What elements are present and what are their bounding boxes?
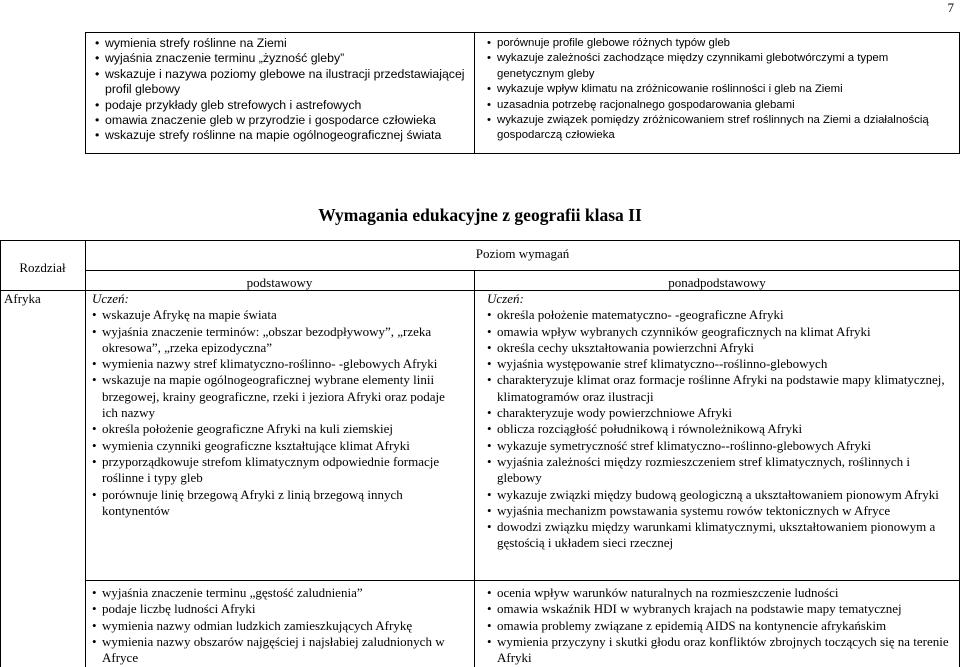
page-number: 7	[947, 0, 954, 15]
advanced-intro: Uczeń:	[487, 291, 524, 306]
header-poziom-wymagan: Poziom wymagań	[475, 246, 570, 261]
header-rozdzial: Rozdział	[19, 260, 66, 275]
list-item: • wymienia nazwy obszarów najgęściej i najsłabiej zaludnionych w Afryce	[92, 634, 462, 667]
list-item: • wyjaśnia znaczenie terminów: „obszar bezodpływowy”, „rzeka okresowa”, „rzeka epizodyczna”	[92, 324, 462, 357]
list-item: • uzasadnia potrzebę racjonalnego gospodarowania glebami	[487, 98, 955, 113]
basic-requirements-afryka	[92, 291, 462, 519]
list-item: • wyjaśnia mechanizm powstawania systemu rowów tektonicznych w Afryce	[487, 503, 953, 519]
requirements-table	[0, 240, 960, 667]
list-item: • porównuje profile glebowe różnych typów gleb	[487, 36, 955, 51]
list-item: • wyjaśnia znaczenie terminu „żyzność gleby”	[95, 51, 474, 66]
list-item: • wyjaśnia zależności między rozmieszczeniem stref klimatycznych, roślinnych i glebowy	[487, 454, 953, 487]
list-item: • określa położenie matematyczno- -geograficzne Afryki	[487, 307, 953, 323]
list-item: • wskazuje strefy roślinne na mapie ogólnogeograficznej świata	[95, 128, 474, 143]
list-item: • ocenia wpływ warunków naturalnych na rozmieszczenie ludności	[487, 585, 953, 601]
advanced-requirements-population	[487, 585, 953, 666]
top-right-list	[487, 36, 955, 144]
list-item: • charakteryzuje klimat oraz formacje roślinne Afryki na podstawie mapy klimatycznej, klimatogramów oraz ilustracji	[487, 372, 953, 405]
list-item: • podaje liczbę ludności Afryki	[92, 601, 462, 617]
advanced-requirements-afryka	[487, 291, 953, 552]
list-item: • omawia problemy związane z epidemią AIDS na kontynencie afrykańskim	[487, 618, 953, 634]
list-item: • omawia znaczenie gleb w przyrodzie i gospodarce człowieka	[95, 113, 474, 128]
list-item: • wymienia przyczyny i skutki głodu oraz konfliktów zbrojnych toczących się na terenie Afryki	[487, 634, 953, 667]
advanced-list-population	[487, 585, 953, 666]
list-item: • wykazuje wpływ klimatu na zróżnicowanie roślinności i gleb na Ziemi	[487, 82, 955, 97]
list-item: • wymienia strefy roślinne na Ziemi	[95, 36, 474, 51]
basic-list-population	[92, 585, 462, 666]
list-item: • wykazuje związek pomiędzy zróżnicowaniem stref roślinnych na Ziemi a działalnością gospodarczą człowieka	[487, 113, 955, 144]
list-item: • przyporządkowuje strefom klimatycznym odpowiednie formacje roślinne i typy gleb	[92, 454, 462, 487]
top-left-requirements	[85, 32, 474, 154]
list-item: • wskazuje Afrykę na mapie świata	[92, 307, 462, 323]
table-line-row-separator	[85, 580, 960, 581]
list-item: • wyjaśnia występowanie stref klimatyczno--roślinno-glebowych	[487, 356, 953, 372]
list-item: • podaje przykłady gleb strefowych i astrefowych	[95, 98, 474, 113]
header-ponadpodstawowy: ponadpodstawowy	[668, 275, 766, 290]
list-item: • wykazuje symetryczność stref klimatyczno--roślinno-glebowych Afryki	[487, 438, 953, 454]
table-border-top	[0, 240, 960, 241]
list-item: • oblicza rozciągłość południkową i równoleżnikową Afryki	[487, 421, 953, 437]
list-item: • wykazuje zależności zachodzące między czynnikami glebotwórczymi a typem genetycznym gleby	[487, 51, 955, 82]
list-item: • wymienia nazwy stref klimatyczno-roślinno- -glebowych Afryki	[92, 356, 462, 372]
basic-list	[92, 307, 462, 519]
table-divider-levels	[474, 270, 475, 667]
list-item: • określa cechy ukształtowania powierzchni Afryki	[487, 340, 953, 356]
list-item: • charakteryzuje wody powierzchniowe Afryki	[487, 405, 953, 421]
list-item: • wykazuje związki między budową geologiczną a ukształtowaniem pionowym Afryki	[487, 487, 953, 503]
table-border-left	[0, 240, 1, 667]
list-item: • porównuje linię brzegową Afryki z linią brzegową innych kontynentów	[92, 487, 462, 520]
list-item: • dowodzi związku między warunkami klimatycznymi, ukształtowaniem pionowym a gęstością i układem sieci rzecznej	[487, 519, 953, 552]
list-item: • wyjaśnia znaczenie terminu „gęstość zaludnienia”	[92, 585, 462, 601]
list-item: • wskazuje i nazywa poziomy glebowe na ilustracji przedstawiającej profil glebowy	[95, 67, 474, 98]
list-item: • określa położenie geograficzne Afryki na kuli ziemskiej	[92, 421, 462, 437]
top-right-requirements	[474, 32, 960, 154]
table-divider-rozdzial	[85, 240, 86, 667]
list-item: • wymienia czynniki geograficzne kształtujące klimat Afryki	[92, 438, 462, 454]
list-item: • wskazuje na mapie ogólnogeograficznej wybrane elementy linii brzegowej, krainy geograficzne, rzeki i jeziora Afryki oraz podaje ich nazwy	[92, 372, 462, 421]
basic-requirements-population	[92, 585, 462, 666]
rozdzial-afryka: Afryka	[4, 291, 41, 306]
basic-intro: Uczeń:	[92, 291, 129, 306]
table-line-poziom	[85, 270, 960, 271]
list-item: • omawia wskaźnik HDI w wybranych krajach na podstawie mapy tematycznej	[487, 601, 953, 617]
header-podstawowy: podstawowy	[246, 275, 313, 290]
list-item: • wymienia nazwy odmian ludzkich zamieszkujących Afrykę	[92, 618, 462, 634]
list-item: • omawia wpływ wybranych czynników geograficznych na klimat Afryki	[487, 324, 953, 340]
top-left-list	[95, 36, 474, 144]
document-title: Wymagania edukacyjne z geografii klasa II	[318, 205, 642, 225]
advanced-list	[487, 307, 953, 551]
